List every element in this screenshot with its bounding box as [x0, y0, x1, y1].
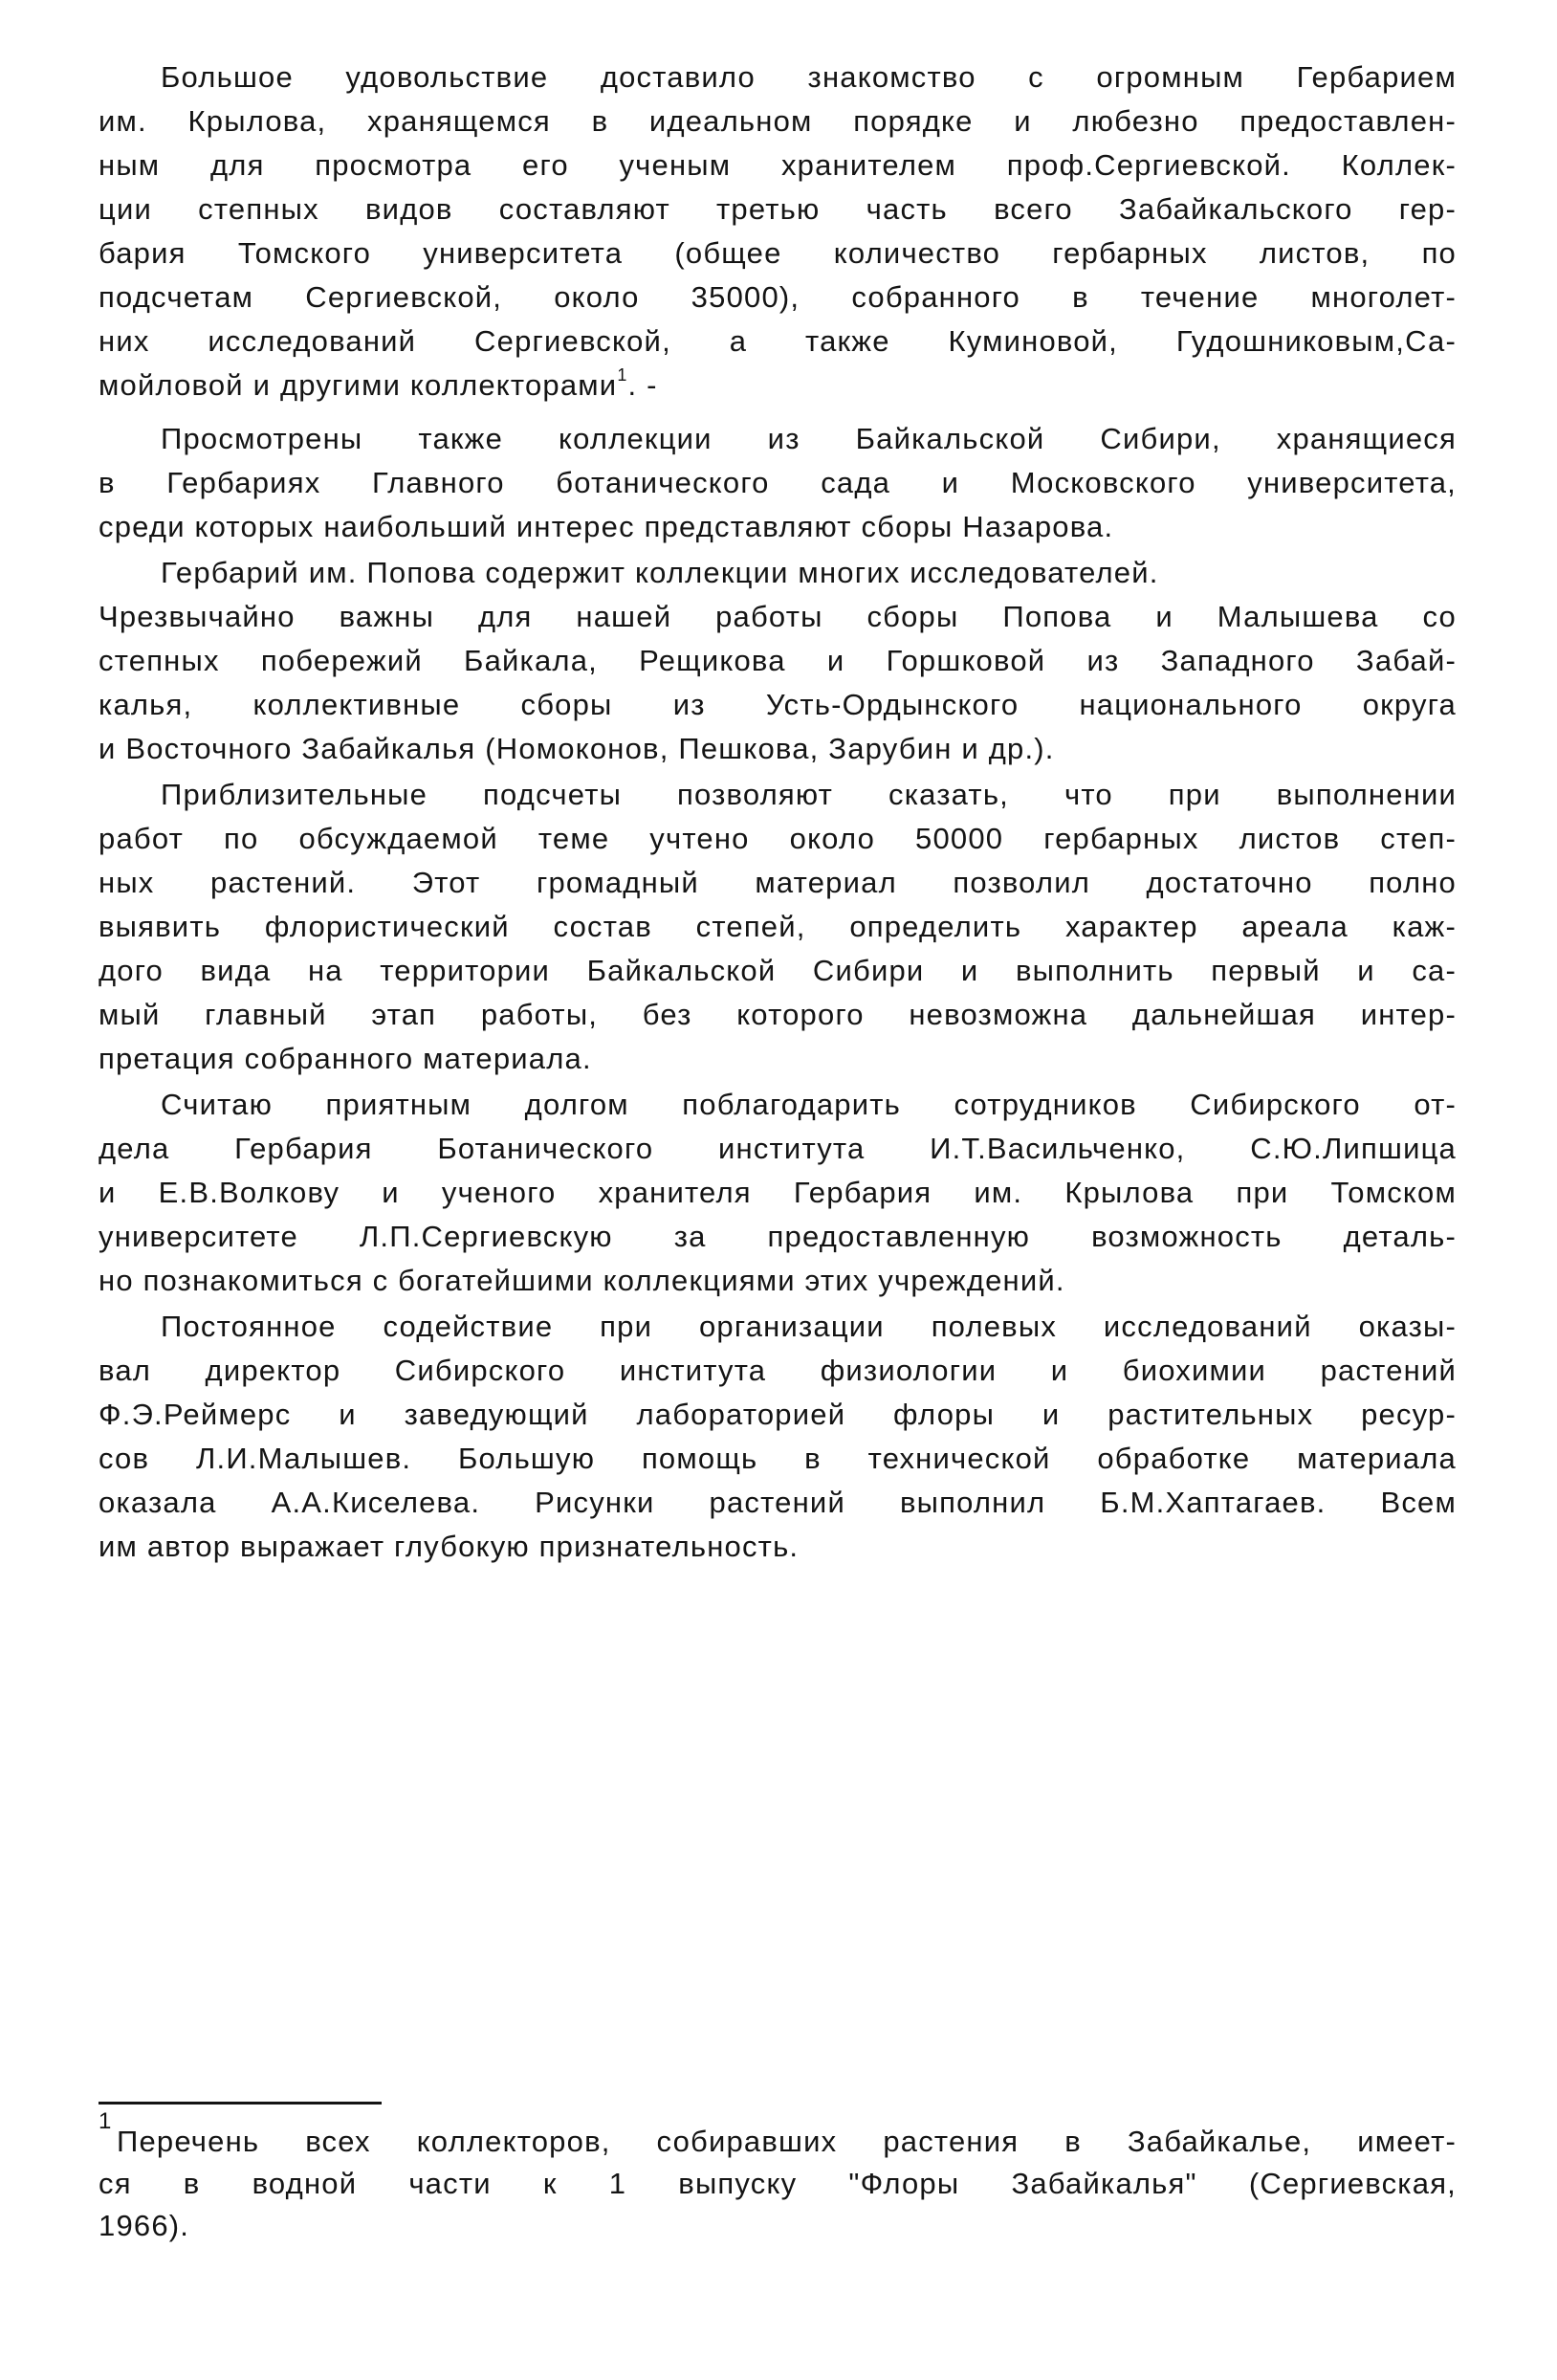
text-line: ных растений. Этот громадный материал позволил достаточно полно	[99, 866, 1457, 899]
text-line: им автор выражает глубокую признательность.	[99, 1530, 800, 1563]
text-line: выявить флористический состав степей, определить характер ареала каж-	[99, 910, 1457, 943]
footnote-line: Перечень всех коллекторов, собиравших растения в Забайкалье, имеет-	[117, 2125, 1457, 2158]
text-fragment: . -	[627, 368, 658, 402]
text-line: претация собранного материала.	[99, 1042, 592, 1075]
text-line: вал директор Сибирского института физиологии и биохимии растений	[99, 1354, 1457, 1387]
text-line: дела Гербария Ботанического института И.Т.Васильченко, С.Ю.Липшица	[99, 1132, 1457, 1165]
text-line: ции степных видов составляют третью часть всего Забайкальского гер-	[99, 192, 1457, 226]
text-line: бария Томского университета (общее количество гербарных листов, по	[99, 236, 1457, 270]
text-line: им. Крылова, хранящемся в идеальном порядке и любезно предоставлен-	[99, 104, 1457, 138]
text-line: Чрезвычайно важны для нашей работы сборы Попова и Малышева со	[99, 600, 1457, 633]
text-fragment: мойловой и другими коллекторами	[99, 368, 618, 402]
text-line: университете Л.П.Сергиевскую за предоставленную возможность деталь-	[99, 1220, 1457, 1253]
text-line: среди которых наибольший интерес представляют сборы Назарова.	[99, 510, 1114, 543]
text-line: Гербарий им. Попова содержит коллекции многих исследователей.	[161, 556, 1159, 589]
text-line: Считаю приятным долгом поблагодарить сотрудников Сибирского от-	[161, 1088, 1457, 1121]
text-line: них исследований Сергиевской, а также Куминовой, Гудошниковым,Са-	[99, 324, 1457, 358]
text-line: Просмотрены также коллекции из Байкальской Сибири, хранящиеся	[161, 422, 1457, 455]
text-line: степных побережий Байкала, Рещикова и Горшковой из Западного Забай-	[99, 644, 1457, 677]
text-line	[99, 364, 1457, 404]
footnote-line: ся в водной части к 1 выпуску "Флоры Забайкалья" (Сергиевская,	[99, 2167, 1457, 2200]
text-line: мый главный этап работы, без которого невозможна дальнейшая интер-	[99, 998, 1457, 1031]
text-line: и Восточного Забайкалья (Номоконов, Пешкова, Зарубин и др.).	[99, 732, 1055, 765]
footnote-line: 1966).	[99, 2209, 190, 2242]
text-line: подсчетам Сергиевской, около 35000), собранного в течение многолет-	[99, 280, 1457, 314]
text-line: Постоянное содействие при организации полевых исследований оказы-	[161, 1310, 1457, 1343]
footnote-divider	[99, 2102, 382, 2105]
text-line: Приблизительные подсчеты позволяют сказать, что при выполнении	[161, 778, 1457, 811]
text-line: сов Л.И.Малышев. Большую помощь в технической обработке материала	[99, 1442, 1457, 1475]
footnote-mark: 1	[99, 2108, 112, 2134]
text-line: Ф.Э.Реймерс и заведующий лабораторией флоры и растительных ресур-	[99, 1398, 1457, 1431]
text-line: Большое удовольствие доставило знакомство с огромным Гербарием	[161, 60, 1457, 94]
text-line: калья, коллективные сборы из Усть-Ордынского национального округа	[99, 688, 1457, 721]
text-line: в Гербариях Главного ботанического сада и Московского университета,	[99, 466, 1457, 499]
text-line: и Е.В.Волкову и ученого хранителя Гербария им. Крылова при Томском	[99, 1176, 1457, 1209]
text-line: работ по обсуждаемой теме учтено около 50000 гербарных листов степ-	[99, 822, 1457, 855]
text-line: но познакомиться с богатейшими коллекциями этих учреждений.	[99, 1264, 1065, 1297]
text-line: оказала А.А.Киселева. Рисунки растений выполнил Б.М.Хаптагаев. Всем	[99, 1486, 1457, 1519]
text-line: дого вида на территории Байкальской Сибири и выполнить первый и са-	[99, 954, 1457, 987]
footnote-reference: 1	[617, 364, 628, 385]
text-line: ным для просмотра его ученым хранителем проф.Сергиевской. Коллек-	[99, 148, 1457, 182]
